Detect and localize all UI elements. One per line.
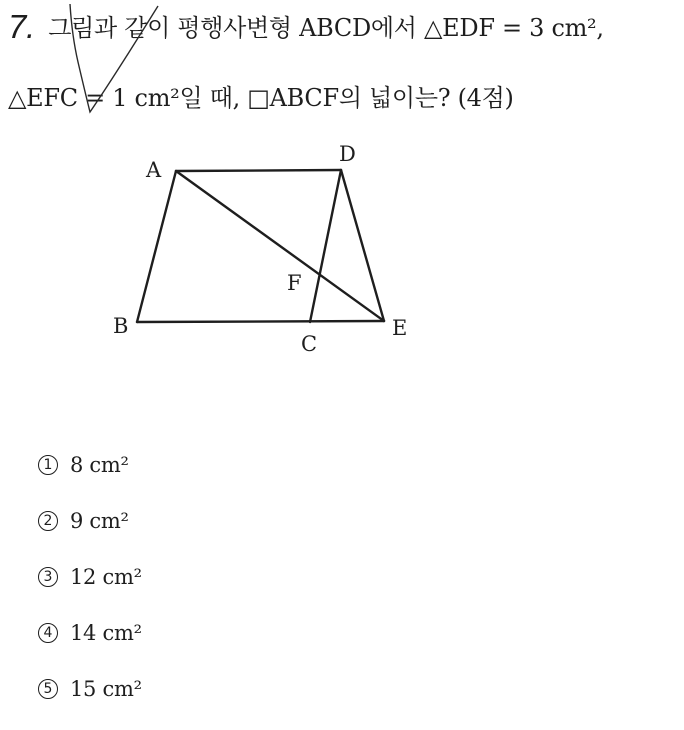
choice-text: 8 cm² <box>70 453 129 477</box>
point-label-e: E <box>392 316 408 340</box>
question-text-line-2: △EFC = 1 cm²일 때, □ABCF의 넓이는? (4점) <box>8 84 514 112</box>
segment-ab <box>137 171 176 322</box>
segment-ae <box>176 171 384 321</box>
segment-be <box>137 321 384 322</box>
point-label-d: D <box>339 142 356 166</box>
choice-2[interactable] <box>38 506 142 536</box>
choice-text: 9 cm² <box>70 509 129 533</box>
choice-marker: 2 <box>38 511 58 531</box>
choice-text: 14 cm² <box>70 621 142 645</box>
choice-4[interactable] <box>38 618 142 648</box>
question-text-line-1: 그림과 같이 평행사변형 ABCD에서 △EDF = 3 cm², <box>48 14 604 42</box>
choice-marker: 5 <box>38 679 58 699</box>
question-number: 7. <box>8 8 35 45</box>
choice-3[interactable] <box>38 562 142 592</box>
choice-marker: 4 <box>38 623 58 643</box>
choice-text: 12 cm² <box>70 565 142 589</box>
choice-marker: 3 <box>38 567 58 587</box>
choice-text: 15 cm² <box>70 677 142 701</box>
point-label-b: B <box>113 314 129 338</box>
choice-marker: 1 <box>38 455 58 475</box>
point-label-c: C <box>301 332 318 356</box>
point-label-a: A <box>146 158 162 182</box>
answer-choices <box>38 450 142 730</box>
segment-ad <box>176 170 341 171</box>
choice-1[interactable] <box>38 450 142 480</box>
choice-5[interactable] <box>38 674 142 704</box>
segment-de <box>341 170 384 321</box>
segment-dc <box>310 170 341 322</box>
point-label-f: F <box>287 271 302 295</box>
